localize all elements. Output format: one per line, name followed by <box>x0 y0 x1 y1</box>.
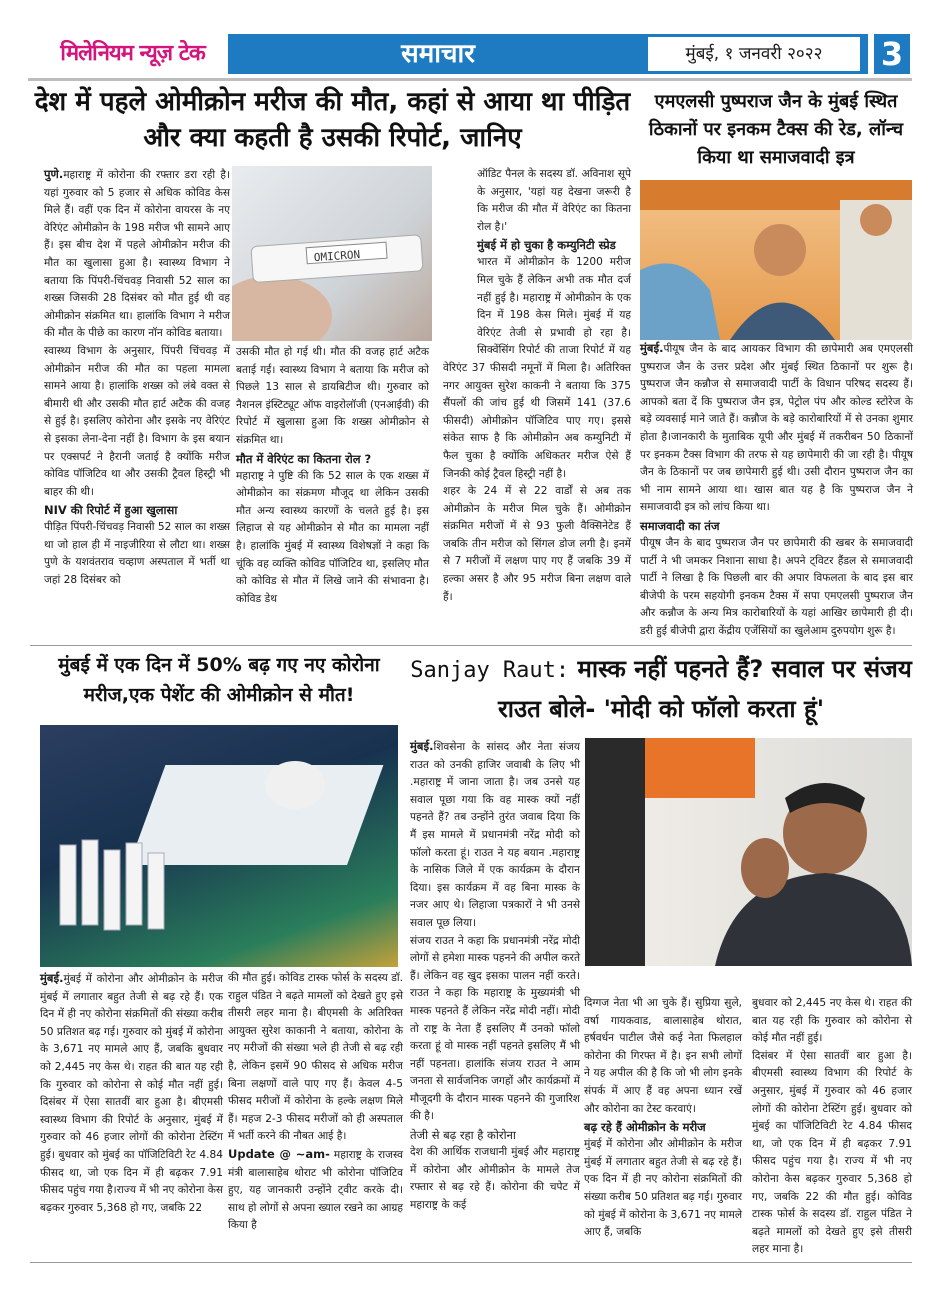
portrait-illustration <box>585 738 912 966</box>
paragraph-text: शिवसेना के सांसद और नेता संजय राउत को उनकी हाजिर जवाबी के लिए भी .महाराष्ट्र में जाना जाता है। जब उनसे यह सवाल पूछा गया कि वह मास्क क्यों नहीं पहनते हैं? तब उन्होंने तुरंत जवाब दिया कि मैं इस मामले में प्रधानमंत्री नरेंद्र मोदी को फॉलो करता हूं। राउत ने यह बयान .महाराष्ट्र के नासिक जिले में एक कार्यक्रम के दौरान दिया। इस कार्यक्रम में वह बिना मास्क के नजर आए थे। लिहाजा पत्रकारों ने भी उनसे सवाल पूछ लिया। <box>410 741 580 929</box>
paragraph-text: उसकी मौत हो गई थी। मौत की वजह हार्ट अटैक बताई गई। स्वास्थ्य विभाग ने बताया कि मरीज को पिछले 13 साल से डायबिटीज थी। गुरुवार को नैशनल इंस्टिट्यूट ऑफ वाइरोलॉजी (एनआईवी) की रिपोर्ट में खुलासा हुआ कि शख्स ओमीक्रोन से संक्रमित था। <box>236 346 429 446</box>
dateline: Update @ ~am- <box>228 1146 330 1161</box>
paragraph <box>44 343 230 501</box>
dateline: मुंबई. <box>640 341 664 355</box>
paragraph <box>40 970 223 1217</box>
dateline: मुंबई. <box>410 739 434 753</box>
paragraph <box>236 344 429 450</box>
omicron-test-photo <box>232 166 432 341</box>
dateline: पुणे. <box>44 167 64 181</box>
raid-cartoon-image <box>640 180 912 340</box>
paragraph <box>44 166 230 343</box>
paragraph <box>236 468 429 609</box>
headline-it-raid: एमएलसी पुष्पराज जैन के मुंबई स्थित ठिकानों पर इनकम टैक्स की रेड, लॉन्च किया था समाजवादी इत्र <box>648 91 904 168</box>
paragraph <box>410 1144 580 1214</box>
paragraph-text: ऑडिट पैनल के सदस्य डॉ. अविनाश सूपे के अनुसार, 'यहां यह देखना जरूरी है कि मरीज की मौत में वेरिएंट का कितना रोल है।' <box>477 168 631 233</box>
paragraph-text: दिसंबर में ऐसा सातवीं बार हुआ है। बीएमसी स्वास्थ्य विभाग की रिपोर्ट के अनुसार, मुंबई में गुरुवार को 46 हजार लोगों की कोरोना टेस्टिंग हुई। बुधवार को मुंबई का पॉजिटिविटी रेट 4.84 फीसद था, जो एक दिन में ही बढ़कर 7.91 फीसद पहुंच गया है। राज्य में भी नए कोरोना केस बढ़कर गुरुवार 5,368 हो गए, जबकि 22 की मौत हुई। कोविड टास्क फोर्स के सदस्य डॉ. राहुल पंडित ने बढ़ते मामलों को देखते हुए इसे तीसरी लहर माना है। <box>752 1049 912 1256</box>
paragraph-text: मुंबई में कोरोना और ओमीक्रोन के मरीज मुंबई में लगातार बहुत तेजी से बढ़ रहे हैं। एक दिन में ही नए कोरोना संक्रमितों की संख्या करीब 50 प्रतिशत बढ़ गई। गुरुवार को मुंबई में कोरोना के 3,671 नए मामले आए हैं, जबकि <box>584 1138 742 1239</box>
paragraph-text: पीयूष जैन के बाद आयकर विभाग की छापेमारी अब एमएलसी पुष्पराज जैन के उत्तर प्रदेश और मुंबई स्थित ठिकानों पर शुरू है। पुष्पराज जैन कन्नौज से समाजवादी पार्टी के विधान परिषद सदस्य हैं। आपको बता दें कि पुष्पराज जैन इत्र, पेट्रोल पंप और कोल्ड स्टोरेज के बड़े व्यवसाई माने जाते हैं। कन्नौज के बड़े कारोबारियों में से उनका शुमार होता है।जानकारी के मुताबिक यूपी और मुंबई में तकरीबन 50 ठिकानों पर इनकम टैक्स विभाग की तरफ से यह छापेमारी की जा रही है। पीयूष जैन के ठिकानों पर जब छापेमारी हुई थी। उसी दौरान पुष्पराज जैन का भी नाम सामने आया था। खास बात यह है कि पुष्पराज जैन ने समाजवादी इत्र को लांच किया था। <box>640 343 913 514</box>
edition-date: मुंबई, १ जनवरी २०२२ <box>648 37 860 71</box>
lab-test-kits-photo <box>40 725 398 967</box>
paragraph-text: भारत में ओमीक्रोन के 1200 मरीज मिल चुके हैं लेकिन अभी तक मौत दर्ज नहीं हुई है। महाराष्ट्र में ओमीक्रोन के एक दिन में 198 केस मिले। मुंबई में यह वेरिएंट तेजी से प्रभावी हो रहा है। सिक्वेंसिंग रिपोर्ट की ताजा रिपोर्ट में यह वेरिएंट 37 फीसदी नमूनों में मिला है। अतिरिक्त नगर आयुक्त सुरेश काकनी ने बताया कि 375 सैंपलों की जांच हुई थी जिसमें 141 (37.6 फीसदी) ओमीक्रोन पॉजिटिव पाए गए। इससे संकेत साफ है कि ओमीक्रोन अब कम्युनिटी में फैल चुका है क्योंकि अधिकतर मरीज ऐसे हैं जिनकी कोई ट्रैवल हिस्ट्री नहीं है। <box>443 256 631 480</box>
paragraph <box>640 340 913 517</box>
paragraph <box>410 738 580 933</box>
paragraph-text: मुंबई में कोरोना और ओमीक्रोन के मरीज मुंबई में लगातार बहुत तेजी से बढ़ रहे हैं। एक दिन में ही नए कोरोना संक्रमितों की संख्या करीब 50 प्रतिशत बढ़ गई। गुरुवार को मुंबई में कोरोना के 3,671 नए मामले आए हैं, जबकि बुधवार को 2,445 नए केस थे। राहत की बात यह रही कि गुरुवार को कोरोना से कोई मौत नहीं हुई। दिसंबर में ऐसा सातवीं बार हुआ है। बीएमसी स्वास्थ्य विभाग की रिपोर्ट के अनुसार, मुंबई में गुरुवार को 46 हजार लोगों की कोरोना टेस्टिंग हुई। बुधवार को मुंबई का पॉजिटिविटी रेट 4.84 फीसद था, जो एक दिन में ही बढ़कर 7.91 फीसद पहुंच गया है।राज्य में भी नए कोरोना केस बढ़कर गुरुवार 5,368 हो गए, जबकि 22 <box>40 973 223 1214</box>
paragraph <box>584 1136 742 1242</box>
newspaper-logo: मिलेनियम न्यूज़ टेक <box>60 41 205 66</box>
paragraph <box>410 933 580 1127</box>
headline-mumbai-cases: मुंबई में एक दिन में 50% बढ़ गए नए कोरोना मरीज,एक पेशेंट की ओमीक्रोन से मौत! <box>58 654 380 706</box>
paragraph-text: दिग्गज नेता भी आ चुके हैं। सुप्रिया सुले, वर्षा गायकवाड, बालासाहेब थोरात, हर्षवर्धन पाटील जैसे कई नेता फिलहाल कोरोना की गिरफ्त में है। इन सभी लोगों ने यह अपील की है कि जो भी लोग इनके संपर्क में आए हैं वह अपना ध्यान रखें और कोरोना का टेस्ट करवाएं। <box>584 997 742 1115</box>
mumbai-column-2 <box>228 970 403 1235</box>
paragraph-text: की मौत हुई। कोविड टास्क फोर्स के सदस्य डॉ. राहुल पंडित ने बढ़ते मामलों को देखते हुए इसे तीसरी लहर माना है। बीएमसी के अतिरिक्त आयुक्त सुरेश काकानी ने बताया, कोरोना के नए मरीजों की संख्या भले ही तेजी से बढ़ रही है, लेकिन इसमें 90 फीसद से अधिक मरीज बिना लक्षणों वाले पाए गए हैं। केवल 4-5 फीसद मरीजों में कोरोना के हल्के लक्षण मिले हैं। महज 2-3 फीसद मरीजों को ही अस्पताल में भर्ती करने की नौबत आई है। <box>228 972 403 1143</box>
page-number: 3 <box>870 34 910 74</box>
subheading: NIV की रिपोर्ट में हुआ खुलासा <box>44 503 178 518</box>
paragraph <box>752 995 912 1048</box>
paragraph-text: शहर के 24 में से 22 वार्डों से अब तक ओमीक्रोन के मरीज मिल चुके हैं। ओमीक्रोन संक्रमित मरीजों में से 93 फुली वैक्सिनेटेड हैं जबकि तीन मरीज को सिंगल डोज लगी है। इनमें से 7 मरीजों में लक्षण पाए गए हैं जबकि 39 में हल्का असर है और 95 मरीज बिना लक्षण वाले हैं। <box>443 485 631 603</box>
dateline: मुंबई. <box>40 971 64 985</box>
float-spacer <box>443 166 477 356</box>
paragraph-text: पीयूष जैन के बाद पुष्पराज जैन पर छापेमारी की खबर के समाजवादी पार्टी ने भी जमकर निशाना साधा है। अपने ट्विटर हैंडल से समाजवादी पार्टी ने लिखा है कि पिछली बार की अपार विफलता के बाद इस बार बीजेपी के परम सहयोगी इनकम टैक्स में सपा एमएलसी पुष्पराज जैन और कन्नौज के अन्य मित्र कारोबारियों के यहां आखिर छापेमारी ही दी।डरी हुई बीजेपी द्वारा केंद्रीय एजेंसियों का खुलेआम दुरुपयोग शुरू है। <box>640 536 913 637</box>
paragraph-text: महाराष्ट्र के राजस्व मंत्री बालासाहेब थोराट भी कोरोना पॉजिटिव हुए, यह जानकारी उन्होंने ट्वीट करके दी। साथ हो लोगों से अपना ख्याल रखने का आग्रह किया है <box>228 1148 403 1232</box>
headline-sanjay-raut <box>410 650 912 728</box>
paragraph <box>752 1048 912 1259</box>
paragraph <box>443 483 631 606</box>
raut-column-1 <box>410 738 580 1214</box>
paragraph <box>44 519 230 589</box>
raut-column-2 <box>584 995 742 1242</box>
test-kits-illustration <box>40 725 398 967</box>
paragraph <box>228 970 403 1146</box>
sanjay-raut-photo <box>585 738 912 966</box>
section-title: समाचार <box>401 39 475 69</box>
tube-label: OMICRON <box>313 248 361 265</box>
paragraph <box>584 995 742 1118</box>
subheading: बढ़ रहे हैं ओमीक्रोन के मरीज <box>584 1120 706 1135</box>
subheading: तेजी से बढ़ रहा है कोरोना <box>410 1128 516 1143</box>
paragraph <box>228 1146 403 1235</box>
paragraph-text: महाराष्ट्र ने पुष्टि की कि 52 साल के एक शख्स में ओमीक्रोन का संक्रमण मौजूद था लेकिन उसकी मौत अन्य स्वास्थ्य कारणों के चलते हुई है। इस लिहाज से यह ओमीक्रोन से मौत का मामला नहीं है। हालांकि मुंबई में स्वास्थ्य विशेषज्ञों ने कहा कि चूंकि वह व्यक्ति कोविड पॉजिटिव था, इसलिए मौत को कोविड से मौत में लिखे जाने की संभावना है। कोविड डेथ <box>236 469 429 605</box>
paragraph-text: स्वास्थ्य विभाग के अनुसार, पिंपरी चिंचवड़ में ओमीक्रोन मरीज की मौत का पहला मामला सामने आया है। हालांकि शख्स को लंबे वक्त से बीमारी थी और उसकी मौत हार्ट अटैक की वजह से हुई है। इसलिए कोरोना और इसके नए वेरिएंट से इसका लेना-देना नहीं है। विभाग के इस बयान पर एक्सपर्ट ने हैरानी जताई है क्योंकि मरीज कोविड पॉजिटिव था और उसकी ट्रैवल हिस्ट्री भी बाहर की थी। <box>44 344 230 498</box>
cartoon-illustration <box>640 180 912 340</box>
section-divider <box>30 645 912 646</box>
footer-divider <box>30 1262 912 1263</box>
test-tube-illustration <box>232 166 432 341</box>
raid-column <box>640 340 913 641</box>
subheading: मौत में वेरिएंट का कितना रोल ? <box>236 451 372 466</box>
paragraph-text: बुधवार को 2,445 नए केस थे। राहत की बात यह रही कि गुरुवार को कोरोना से कोई मौत नहीं हुई। <box>752 997 912 1045</box>
death-column-3 <box>443 166 631 606</box>
headline-omicron-death: देश में पहले ओमीक्रोन मरीज की मौत, कहां से आया था पीड़ित और क्या कहती है उसकी रिपोर्ट, जानिए <box>34 87 631 153</box>
paragraph-text: महाराष्ट्र में कोरोना की रफ्तार डरा रही है। यहां गुरुवार को 5 हजार से अधिक कोविड केस मिले हैं। वहीं एक दिन में कोरोना वायरस के नए वेरिएंट ओमीक्रोन के 198 मरीज भी सामने आए हैं। इस बीच देश में पहले ओमीक्रोन मरीज की मौत का खुलासा हुआ है। स्वास्थ्य विभाग ने बताया कि पिंपरी-चिंचवड़ निवासी 52 साल का शख्स जिसकी 28 दिसंबर को मौत हुई थी वह ओमीक्रोन संक्रमित था। हालांकि विभाग ने मरीज की मौत के पीछे का कारण नॉन कोविड बताया। <box>44 169 230 340</box>
headline-hindi: मास्क नहीं पहनते हैं? सवाल पर संजय राउत बोले- 'मोदी को फॉलो करता हूं' <box>497 655 912 723</box>
subheading: मुंबई में हो चुका है कम्युनिटी स्प्रेड <box>477 238 616 253</box>
paragraph-text: संजय राउत ने कहा कि प्रधानमंत्री नरेंद्र मोदी लोगों से हमेशा मास्क पहनने की अपील करते हैं। लेकिन वह खुद इसका पालन नहीं करते। राउत ने कहा कि महाराष्ट्र के मुख्यमंत्री भी मास्क पहनते हैं लेकिन नरेंद्र मोदी नहीं। मोदी तो राष्ट्र के नेता हैं इसलिए मैं उनको फॉलो करता हूं वो मास्क नहीं पहनते इसलिए मैं भी नहीं पहनता। हालांकि संजय राउत ने आम जनता से सार्वजनिक जगहों और कार्यक्रमों में मौजूदगी के दौरान मास्क पहनने की गुजारिश की है। <box>410 934 580 1123</box>
headline-latin: Sanjay Raut: <box>410 658 570 683</box>
paragraph <box>640 535 913 641</box>
paragraph-text: देश की आर्थिक राजधानी मुंबई और महाराष्ट्र में कोरोना और ओमीक्रोन के मामले तेज रफ्तार से बढ़ रहे हैं। कोरोना की चपेट में महाराष्ट्र के कई <box>410 1146 580 1211</box>
raut-column-3 <box>752 995 912 1259</box>
paragraph-text: पीड़ित पिंपरी-चिंचवड़ निवासी 52 साल का शख्स था जो हाल ही में नाइजीरिया से लौटा था। शख्स पुणे के यशवंतराव चव्हाण अस्पताल में भर्ती था जहां 28 दिसंबर को <box>44 521 230 587</box>
subheading: समाजवादी का तंज <box>640 518 720 533</box>
death-column-1 <box>44 166 230 590</box>
masthead-divider <box>28 78 912 81</box>
death-column-2 <box>236 344 429 608</box>
mumbai-column-1 <box>40 970 223 1217</box>
